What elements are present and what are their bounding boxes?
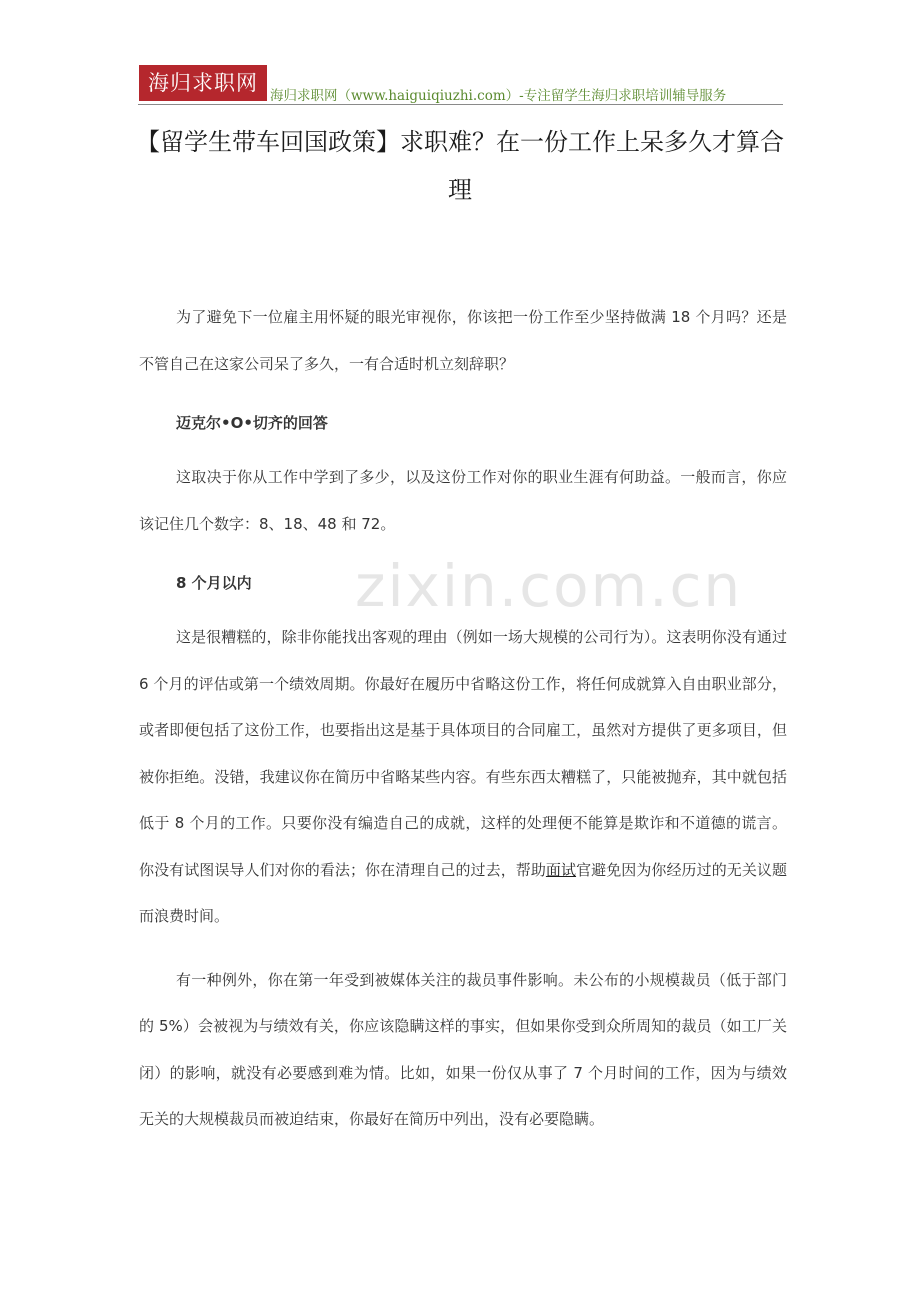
site-tagline: 海归求职网（www.haiguiqiuzhi.com）-专注留学生海归求职培训辅导服务 bbox=[270, 88, 727, 104]
exception-paragraph: 有一种例外，你在第一年受到被媒体关注的裁员事件影响。未公布的小规模裁员（低于部门的 5%）会被视为与绩效有关，你应该隐瞒这样的事实，但如果你受到众所周知的裁员（如工厂关闭）的影响，就没有必要感到难为情。比如，如果一份仅从事了 7 个月时间的工作，因为与绩效无关的大规模裁员而被迫结束，你最好在简历中列出，没有必要隐瞒。 bbox=[139, 970, 787, 1128]
watermark: zixin.com.cn bbox=[355, 552, 743, 620]
paragraph-text-before-link: 这是很糟糕的，除非你能找出客观的理由（例如一场大规模的公司行为）。这表明你没有通过 6 个月的评估或第一个绩效周期。你最好在履历中省略这份工作，将任何成就算入自由职业部分，或者即便包括了这份工作，也要指出这是基于具体项目的合同雇工，虽然对方提供了更多项目，但被你拒绝。没错，我建议你在简历中省略某些内容。有些东西太糟糕了，只能被抛弃，其中就包括低于 8 个月的工作。只要你没有编造自己的成就，这样的处理便不能算是欺诈和不道德的谎言。你没有试图误导人们对你的看法；你在清理自己的过去，帮助 bbox=[139, 628, 787, 879]
intro-paragraph: 为了避免下一位雇主用怀疑的眼光审视你，你该把一份工作至少坚持做满 18 个月吗？还是不管自己在这家公司呆了多久，一有合适时机立刻辞职？ bbox=[139, 308, 787, 373]
eight-months-paragraph bbox=[139, 614, 787, 940]
interview-link[interactable]: 面试 bbox=[545, 860, 577, 879]
site-logo[interactable]: 海归求职网 bbox=[139, 65, 267, 101]
paragraph-text-after-link: 官避免因为你经历过的无关议题而浪费时间。 bbox=[139, 860, 787, 925]
article-body bbox=[139, 294, 787, 1160]
article-title: 【留学生带车回国政策】求职难？在一份工作上呆多久才算合理 bbox=[136, 128, 784, 204]
section-heading-8-months: 8 个月以内 bbox=[176, 574, 252, 592]
section-heading-answer: 迈克尔•O•切齐的回答 bbox=[176, 414, 328, 432]
answer-paragraph: 这取决于你从工作中学到了多少，以及这份工作对你的职业生涯有何助益。一般而言，你应该记住几个数字：8、18、48 和 72。 bbox=[139, 468, 787, 533]
page-header bbox=[138, 64, 783, 105]
